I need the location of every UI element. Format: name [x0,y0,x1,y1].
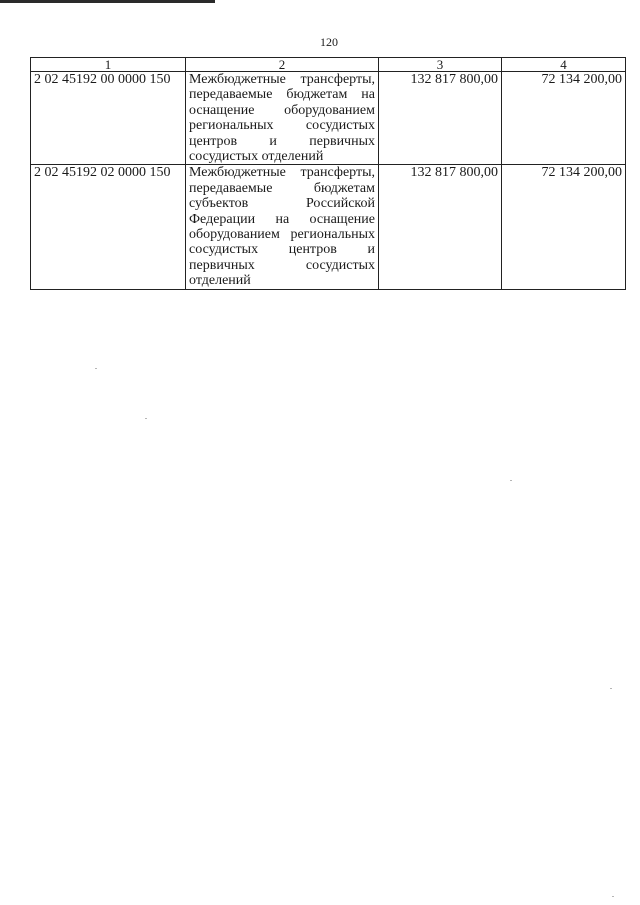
amount-column-3: 132 817 800,00 [379,72,502,165]
scan-speck [510,480,512,481]
row-description: Межбюджетные трансферты, передаваемые бюджетам субъектов Российской Федерации на оснащение оборудованием региональных сосудистых центров и первичных сосудистых отделений [186,165,379,289]
table-row [31,165,626,289]
column-header-3: 3 [379,58,502,72]
budget-code: 2 02 45192 00 0000 150 [31,72,186,165]
row-description: Межбюджетные трансферты, передаваемые бюджетам на оснащение оборудованием региональных сосудистых центров и первичных сосудистых отделений [186,72,379,165]
scan-edge-mark [0,0,215,3]
column-header-4: 4 [502,58,626,72]
budget-code: 2 02 45192 02 0000 150 [31,165,186,289]
scan-speck [610,688,612,689]
amount-column-4: 72 134 200,00 [502,165,626,289]
column-header-1: 1 [31,58,186,72]
table-header-row [31,58,626,72]
budget-table [30,57,626,290]
scan-speck [95,368,97,369]
table-row [31,72,626,165]
scan-speck [145,418,147,419]
page-number: 120 [320,35,338,49]
column-header-2: 2 [186,58,379,72]
scan-speck [612,896,614,897]
amount-column-3: 132 817 800,00 [379,165,502,289]
amount-column-4: 72 134 200,00 [502,72,626,165]
